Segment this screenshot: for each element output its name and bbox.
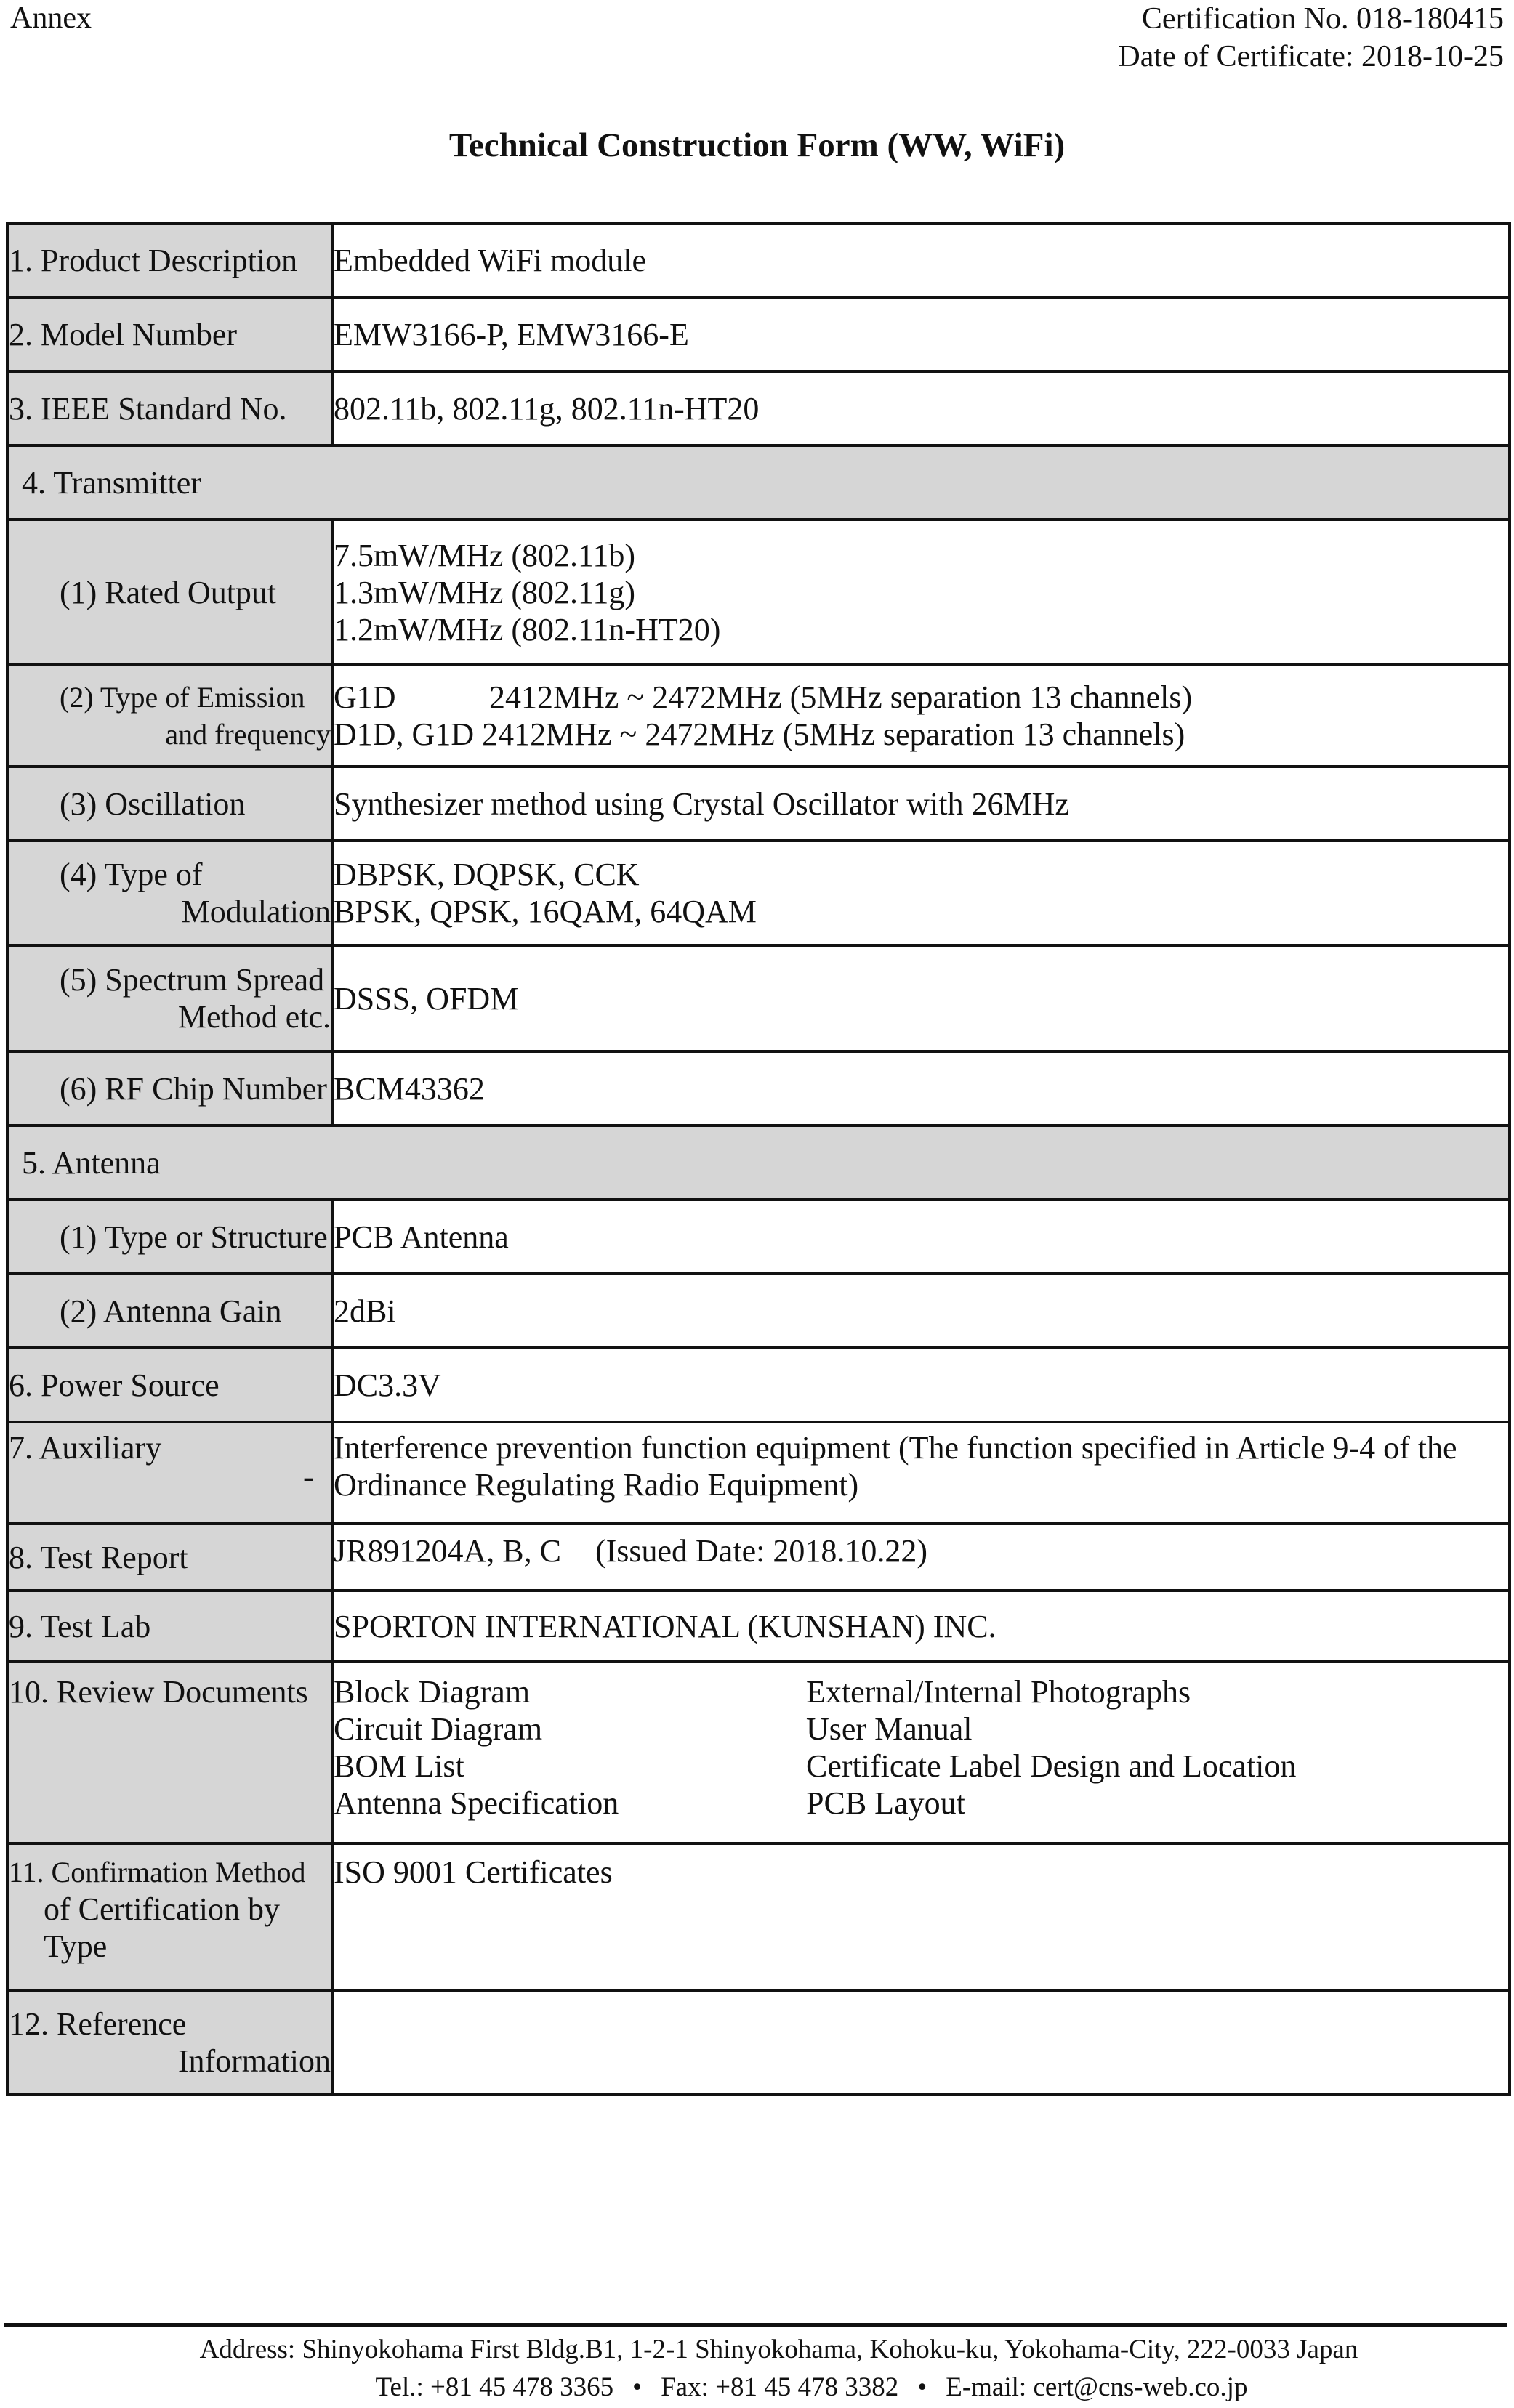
footer <box>0 2331 1514 2407</box>
footer-fax: Fax: +81 45 478 3382 <box>661 2372 899 2402</box>
value-reference-information <box>332 1990 1510 2095</box>
row-confirmation-method <box>7 1843 1510 1990</box>
label-auxiliary: 7. Auxiliary <box>7 1422 332 1524</box>
label-product-description: 1. Product Description <box>7 223 332 297</box>
rated-output-line: 1.2mW/MHz (802.11n-HT20) <box>334 611 721 647</box>
section-transmitter <box>7 445 1510 520</box>
row-reference-information <box>7 1990 1510 2095</box>
row-auxiliary <box>7 1422 1510 1524</box>
row-power-source <box>7 1348 1510 1422</box>
confirmation-label-line2: of Certification by <box>44 1891 281 1927</box>
row-test-lab <box>7 1591 1510 1662</box>
label-oscillation: (3) Oscillation <box>7 767 332 841</box>
emission-frequency-1: 2412MHz ~ 2472MHz (5MHz separation 13 channels) <box>489 679 1193 715</box>
section-antenna <box>7 1126 1510 1200</box>
row-model-number <box>7 297 1510 371</box>
review-document-item: External/Internal Photographs <box>806 1674 1191 1710</box>
spectrum-label-line1: (5) Spectrum Spread <box>60 962 325 998</box>
value-test-report <box>332 1524 1510 1591</box>
row-antenna-gain <box>7 1274 1510 1348</box>
label-review-documents: 10. Review Documents <box>7 1662 332 1843</box>
rated-output-line: 1.3mW/MHz (802.11g) <box>334 574 636 610</box>
value-test-lab: SPORTON INTERNATIONAL (KUNSHAN) INC. <box>332 1591 1510 1662</box>
confirmation-label-line1: 11. Confirmation Method <box>9 1856 306 1888</box>
modulation-label-line2: Modulation <box>181 894 331 929</box>
review-document-item: Block Diagram <box>334 1674 531 1710</box>
label-rated-output: (1) Rated Output <box>7 520 332 665</box>
label-test-report: 8. Test Report <box>7 1524 332 1591</box>
row-rf-chip <box>7 1051 1510 1126</box>
value-auxiliary <box>303 1422 1510 1524</box>
footer-email: E-mail: cert@cns-web.co.jp <box>946 2372 1248 2402</box>
row-ieee-standard <box>7 371 1510 445</box>
value-oscillation: Synthesizer method using Crystal Oscillator with 26MHz <box>332 767 1510 841</box>
label-rf-chip: (6) RF Chip Number <box>7 1051 332 1126</box>
label-ieee-standard: 3. IEEE Standard No. <box>7 371 332 445</box>
row-emission <box>7 665 1510 767</box>
certificate-info <box>1118 0 1504 76</box>
label-test-lab: 9. Test Lab <box>7 1591 332 1662</box>
row-test-report <box>7 1524 1510 1591</box>
review-document-item: Circuit Diagram <box>334 1711 543 1747</box>
footer-address: Address: Shinyokohama First Bldg.B1, 1-2-1 Shinyokohama, Kohoku-ku, Yokohama-City, 222-0033 Japan <box>199 2335 1358 2364</box>
emission-label-line2: and frequency <box>165 718 331 751</box>
page-title: Technical Construction Form (WW, WiFi) <box>448 126 1066 164</box>
annex-label: Annex <box>10 1 92 35</box>
modulation-line: DBPSK, DQPSK, CCK <box>334 857 640 892</box>
review-document-item: Certificate Label Design and Location <box>806 1748 1297 1784</box>
value-emission <box>332 665 1510 767</box>
section-transmitter-label: 4. Transmitter <box>7 445 1510 520</box>
certificate-date: Date of Certificate: 2018-10-25 <box>1118 40 1504 73</box>
section-antenna-label: 5. Antenna <box>7 1126 1510 1200</box>
value-modulation <box>332 841 1510 945</box>
value-ieee-standard: 802.11b, 802.11g, 802.11n-HT20 <box>332 371 1510 445</box>
emission-type-1: G1D <box>334 679 396 715</box>
bullet-icon: • <box>917 2372 927 2402</box>
label-modulation <box>7 841 332 945</box>
auxiliary-dash: - <box>303 1459 314 1495</box>
construction-form-table <box>6 222 1511 2096</box>
label-power-source: 6. Power Source <box>7 1348 332 1422</box>
label-antenna-type: (1) Type or Structure <box>7 1200 332 1274</box>
row-rated-output <box>7 520 1510 665</box>
review-document-item: Antenna Specification <box>334 1785 619 1821</box>
row-antenna-type <box>7 1200 1510 1274</box>
review-document-item: BOM List <box>334 1748 464 1784</box>
row-oscillation <box>7 767 1510 841</box>
value-model-number: EMW3166-P, EMW3166-E <box>332 297 1510 371</box>
footer-tel: Tel.: +81 45 478 3365 <box>375 2372 614 2402</box>
modulation-line: BPSK, QPSK, 16QAM, 64QAM <box>334 894 757 929</box>
spectrum-label-line2: Method etc. <box>177 999 331 1035</box>
value-review-documents <box>332 1662 1510 1843</box>
row-review-documents <box>7 1662 1510 1843</box>
label-emission <box>7 665 332 767</box>
value-rf-chip: BCM43362 <box>332 1051 1510 1126</box>
bullet-icon: • <box>632 2372 643 2402</box>
label-reference-information <box>7 1990 332 2095</box>
label-confirmation-method <box>7 1843 332 1990</box>
label-model-number: 2. Model Number <box>7 297 332 371</box>
emission-type-2: D1D, G1D <box>334 716 475 752</box>
footer-divider <box>4 2323 1507 2327</box>
emission-label-line1: (2) Type of Emission <box>60 681 305 714</box>
label-spectrum-spread <box>7 945 332 1051</box>
value-antenna-gain: 2dBi <box>332 1274 1510 1348</box>
row-modulation <box>7 841 1510 945</box>
review-document-item: User Manual <box>806 1711 973 1747</box>
certification-number: Certification No. 018-180415 <box>1141 2 1504 36</box>
row-product-description <box>7 223 1510 297</box>
reference-label-line1: 12. Reference <box>9 2006 187 2042</box>
modulation-label-line1: (4) Type of <box>60 857 203 892</box>
test-report-issued-date: (Issued Date: 2018.10.22) <box>595 1533 927 1569</box>
emission-frequency-2: 2412MHz ~ 2472MHz (5MHz separation 13 channels) <box>482 716 1185 752</box>
footer-contact <box>0 2369 1514 2407</box>
test-report-number: JR891204A, B, C <box>334 1533 561 1569</box>
label-antenna-gain: (2) Antenna Gain <box>7 1274 332 1348</box>
value-spectrum-spread: DSSS, OFDM <box>332 945 1510 1051</box>
review-document-item: PCB Layout <box>806 1785 965 1821</box>
row-spectrum-spread <box>7 945 1510 1051</box>
value-antenna-type: PCB Antenna <box>332 1200 1510 1274</box>
rated-output-line: 7.5mW/MHz (802.11b) <box>334 537 636 573</box>
value-confirmation-method: ISO 9001 Certificates <box>332 1843 1510 1990</box>
reference-label-line2: Information <box>177 2043 331 2079</box>
value-power-source: DC3.3V <box>332 1348 1510 1422</box>
confirmation-label-line3: Type <box>44 1928 108 1964</box>
auxiliary-text: Interference prevention function equipment (The function specified in Article 9-4 of the Ordinance Regulating Radio Equipment) <box>334 1430 1457 1503</box>
value-rated-output <box>332 520 1510 665</box>
value-product-description: Embedded WiFi module <box>332 223 1510 297</box>
